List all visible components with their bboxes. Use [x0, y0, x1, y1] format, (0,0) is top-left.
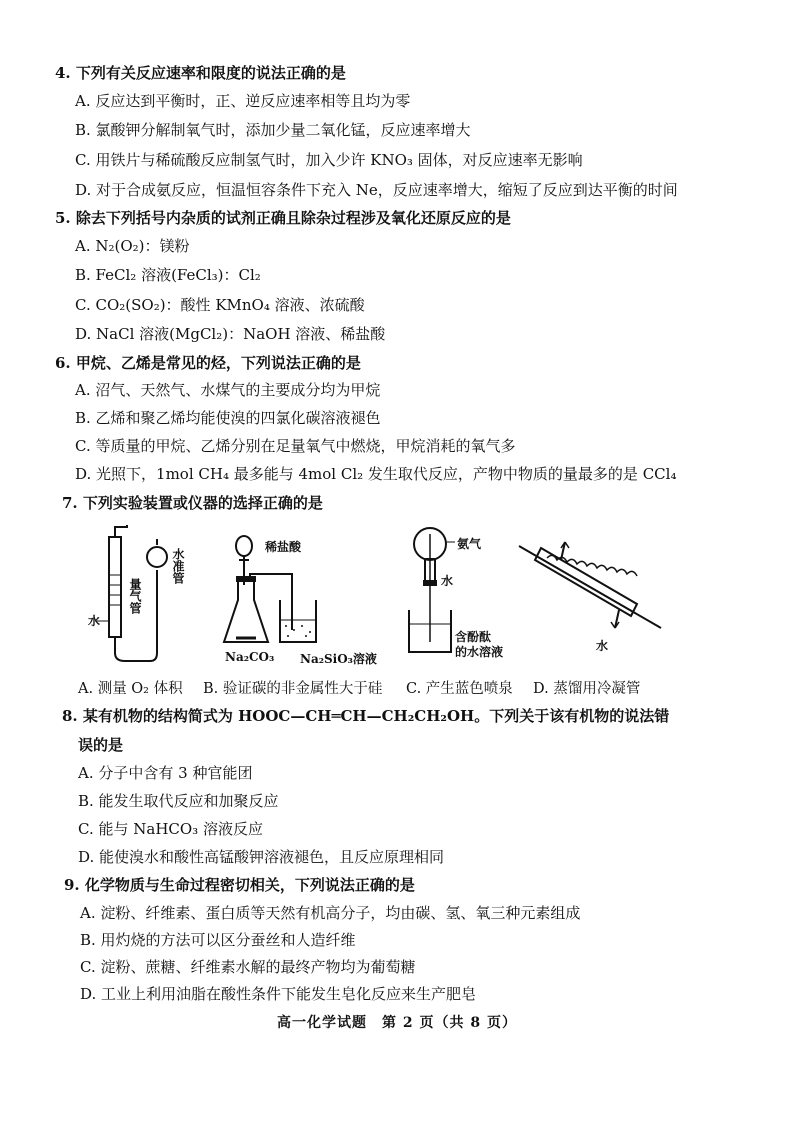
q9-option-b: B. 用灼烧的方法可以区分蚕丝和人造纤维 [80, 931, 356, 949]
leveling-bulb [147, 547, 167, 567]
q5-stem: 5. 除去下列括号内杂质的试剂正确且除杂过程涉及氧化还原反应的是 [55, 209, 511, 227]
q9-option-c: C. 淀粉、蔗糖、纤维素水解的最终产物均为葡萄糖 [80, 958, 416, 976]
q6-option-d: D. 光照下，1mol CH₄ 最多能与 4mol Cl₂ 发生取代反应，产物中物质的量最多的是 CCl₄ [75, 465, 677, 483]
label-water-d: 水 [596, 639, 609, 653]
q4-option-a: A. 反应达到平衡时，正、逆反应速率相等且均为零 [75, 92, 411, 110]
q6-option-a: A. 沼气、天然气、水煤气的主要成分均为甲烷 [75, 381, 381, 399]
label-with-phenolphthalein: 含酚酞 [455, 630, 492, 644]
label-gas-measuring-tube: 量气管 [128, 578, 142, 614]
label-aqueous-solution: 的水溶液 [455, 645, 504, 659]
separatory-funnel [236, 536, 252, 556]
q4-option-c: C. 用铁片与稀硫酸反应制氢气时，加入少许 KNO₃ 固体，对反应速率无影响 [75, 151, 583, 169]
q7-option-d: D. 蒸馏用冷凝管 [533, 681, 641, 697]
q9-stem: 9. 化学物质与生命过程密切相关，下列说法正确的是 [64, 876, 415, 894]
label-ammonia: 氨气 [457, 537, 482, 551]
label-dilute-hcl: 稀盐酸 [265, 540, 302, 554]
q7-stem: 7. 下列实验装置或仪器的选择正确的是 [62, 494, 323, 512]
q8-option-a: A. 分子中含有 3 种官能团 [78, 764, 253, 782]
q8-stem-line1: 8. 某有机物的结构简式为 HOOC—CH═CH—CH₂CH₂OH。下列关于该有机物的说法错 [62, 707, 670, 725]
q6-stem: 6. 甲烷、乙烯是常见的烃，下列说法正确的是 [55, 354, 361, 372]
q8-option-b: B. 能发生取代反应和加聚反应 [78, 792, 279, 810]
label-na2co3: Na₂CO₃ [225, 650, 275, 664]
q5-option-b: B. FeCl₂ 溶液(FeCl₃)：Cl₂ [75, 266, 261, 284]
q9-option-d: D. 工业上利用油脂在酸性条件下能发生皂化反应来生产肥皂 [80, 985, 477, 1003]
q5-option-a: A. N₂(O₂)：镁粉 [75, 237, 190, 255]
label-water-c: 水 [441, 574, 454, 588]
figure-d-condenser [515, 528, 665, 648]
q4-stem: 4. 下列有关反应速率和限度的说法正确的是 [55, 64, 346, 82]
q5-option-c: C. CO₂(SO₂)：酸性 KMnO₄ 溶液、浓硫酸 [75, 296, 365, 314]
conical-flask [224, 580, 268, 642]
label-na2sio3: Na₂SiO₃溶液 [300, 652, 377, 666]
q6-option-c: C. 等质量的甲烷、乙烯分别在足量氧气中燃烧，甲烷消耗的氧气多 [75, 437, 516, 455]
q8-option-c: C. 能与 NaHCO₃ 溶液反应 [78, 820, 263, 838]
q9-option-a: A. 淀粉、纤维素、蛋白质等天然有机高分子，均由碳、氢、氧三种元素组成 [80, 904, 581, 922]
label-water-level-tube: 水准管 [171, 548, 185, 584]
q8-option-d: D. 能使溴水和酸性高锰酸钾溶液褪色，且反应原理相同 [78, 848, 445, 866]
label-water-a: 水 [88, 614, 101, 628]
q5-option-d: D. NaCl 溶液(MgCl₂)：NaOH 溶液、稀盐酸 [75, 325, 386, 343]
page-footer: 高一化学试题 第 2 页（共 8 页） [277, 1015, 517, 1031]
measuring-tube [109, 537, 121, 637]
q8-stem-line2: 误的是 [78, 736, 124, 754]
q7-option-b: B. 验证碳的非金属性大于硅 [203, 681, 383, 697]
q4-option-b: B. 氯酸钾分解制氧气时，添加少量二氧化锰，反应速率增大 [75, 121, 471, 139]
q7-option-c: C. 产生蓝色喷泉 [406, 681, 513, 697]
q4-option-d: D. 对于合成氨反应，恒温恒容条件下充入 Ne，反应速率增大，缩短了反应到达平衡的时间 [75, 181, 678, 199]
beaker-b [280, 600, 316, 642]
figure-a-gas-measuring [95, 525, 205, 665]
q7-option-a: A. 测量 O₂ 体积 [78, 681, 183, 697]
q6-option-b: B. 乙烯和聚乙烯均能使溴的四氯化碳溶液褪色 [75, 409, 381, 427]
